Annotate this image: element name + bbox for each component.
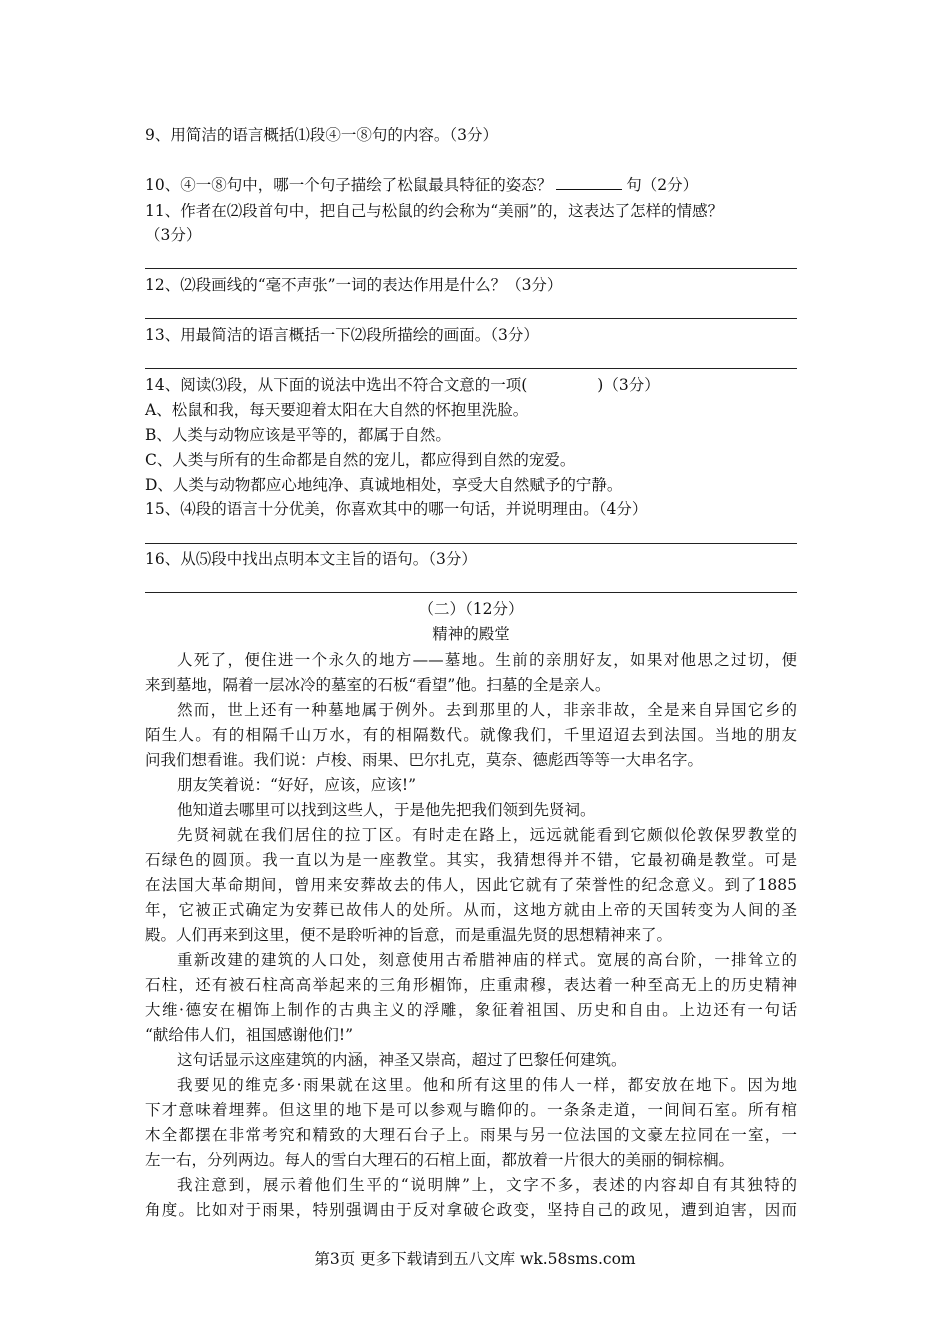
question-10-text: 10、④一⑧句中，哪一个句子描绘了松鼠最具特征的姿态？ [145,176,553,194]
passage-line: 我要见的维克多·雨果就在这里。他和所有这里的伟人一样，都安放在地下。因为地 [177,1076,797,1094]
passage-line: 年，它被正式确定为安葬已故伟人的处所。从而，这地方就由上帝的天国转变为人间的圣 [145,901,797,919]
passage-line: 石柱，还有被石柱高高举起来的三角形楣饰，庄重肃穆，表达着一种至高无上的历史精神 [145,976,797,994]
question-13: 13、用最简洁的语言概括一下⑵段所描绘的画面。（3分） [145,326,539,344]
passage-line: 然而，世上还有一种墓地属于例外。去到那里的人，非亲非故，全是来自异国它乡的 [177,701,797,719]
question-10 [145,175,698,195]
passage-line: 殿。人们再来到这里，便不是聆听神的旨意，而是重温先贤的思想精神来了。 [145,926,673,944]
section-heading: （二）（12分） [418,600,524,618]
passage-line: 陌生人。有的相隔千山万水，有的相隔数代。就像我们，千里迢迢去到法国。当地的朋友 [145,726,797,744]
option-d: D、人类与动物都应心地纯净、真诚地相处，享受大自然赋予的宁静。 [145,476,623,494]
passage-line: 朋友笑着说：“好好，应该，应该!” [177,776,417,794]
passage-line: 他知道去哪里可以找到这些人，于是他先把我们领到先贤祠。 [177,801,596,819]
passage-line: 人死了，便住进一个永久的地方——墓地。生前的亲朋好友，如果对他思之过切，便 [177,651,797,669]
answer-line [145,592,797,593]
passage-line: 来到墓地，隔着一层冰冷的墓室的石板“看望”他。扫墓的全是亲人。 [145,676,611,694]
passage-line: 在法国大革命期间，曾用来安葬故去的伟人，因此它就有了荣誉性的纪念意义。到了1885 [145,876,797,894]
passage-line: 大维·德安在楣饰上制作的古典主义的浮雕，象征着祖国、历史和自由。上边还有一句话 [145,1001,797,1019]
option-a: A、松鼠和我，每天要迎着太阳在大自然的怀抱里洗脸。 [145,401,529,419]
passage-line: 石绿色的圆顶。我一直以为是一座教堂。其实，我猜想得并不错，它最初确是教堂。可是 [145,851,797,869]
question-14-score: )（3分） [597,376,660,394]
passage-line: 木全都摆在非常考究和精致的大理石台子上。雨果与另一位法国的文豪左拉同在一室，一 [145,1126,797,1144]
passage-line: 这句话显示这座建筑的内涵，神圣又崇高，超过了巴黎任何建筑。 [177,1051,627,1069]
question-12: 12、⑵段画线的“毫不声张”一词的表达作用是什么？（3分） [145,276,563,294]
question-15: 15、⑷段的语言十分优美，你喜欢其中的哪一句话，并说明理由。（4分） [145,500,648,518]
passage-line: 我注意到，展示着他们生平的“说明牌”上，文字不多，表述的内容却自有其独特的 [177,1176,797,1194]
passage-line: 先贤祠就在我们居住的拉丁区。有时走在路上，远远就能看到它颇似伦敦保罗教堂的 [177,826,797,844]
question-9: 9、用简洁的语言概括⑴段④一⑧句的内容。（3分） [145,126,498,144]
passage-line: “献给伟人们，祖国感谢他们!” [145,1026,354,1044]
question-10-score: 句（2分） [626,176,699,194]
passage-line: 角度。比如对于雨果，特别强调由于反对拿破仑政变，坚持自己的政见，遭到迫害，因而 [145,1201,797,1219]
answer-line [145,318,797,319]
page-footer: 第3页 更多下载请到五八文库 wk.58sms.com [314,1250,636,1268]
question-11-score: （3分） [145,226,202,244]
passage-title: 精神的殿堂 [432,625,510,643]
passage-line: 重新改建的建筑的人口处，刻意使用古希腊神庙的样式。宽展的高台阶，一排耸立的 [177,951,797,969]
question-11: 11、作者在⑵段首句中，把自己与松鼠的约会称为“美丽”的，这表达了怎样的情感？ [145,202,724,220]
answer-line [145,543,797,544]
passage-line: 下才意味着埋葬。但这里的地下是可以参观与瞻仰的。一条条走道，一间间石室。所有棺 [145,1101,797,1119]
answer-blank [556,175,622,190]
question-14-text: 14、阅读⑶段，从下面的说法中选出不符合文意的一项( [145,376,528,394]
option-b: B、人类与动物应该是平等的，都属于自然。 [145,426,451,444]
answer-line [145,368,797,369]
question-16: 16、从⑸段中找出点明本文主旨的语句。（3分） [145,550,477,568]
option-c: C、人类与所有的生命都是自然的宠儿，都应得到自然的宠爱。 [145,451,576,469]
answer-line [145,268,797,269]
passage-line: 问我们想看谁。我们说：卢梭、雨果、巴尔扎克，莫奈、德彪西等等一大串名字。 [145,751,704,769]
question-14 [145,375,660,395]
passage-line: 左一右，分列两边。每人的雪白大理石的石棺上面，都放着一片很大的美丽的铜棕榈。 [145,1151,735,1169]
